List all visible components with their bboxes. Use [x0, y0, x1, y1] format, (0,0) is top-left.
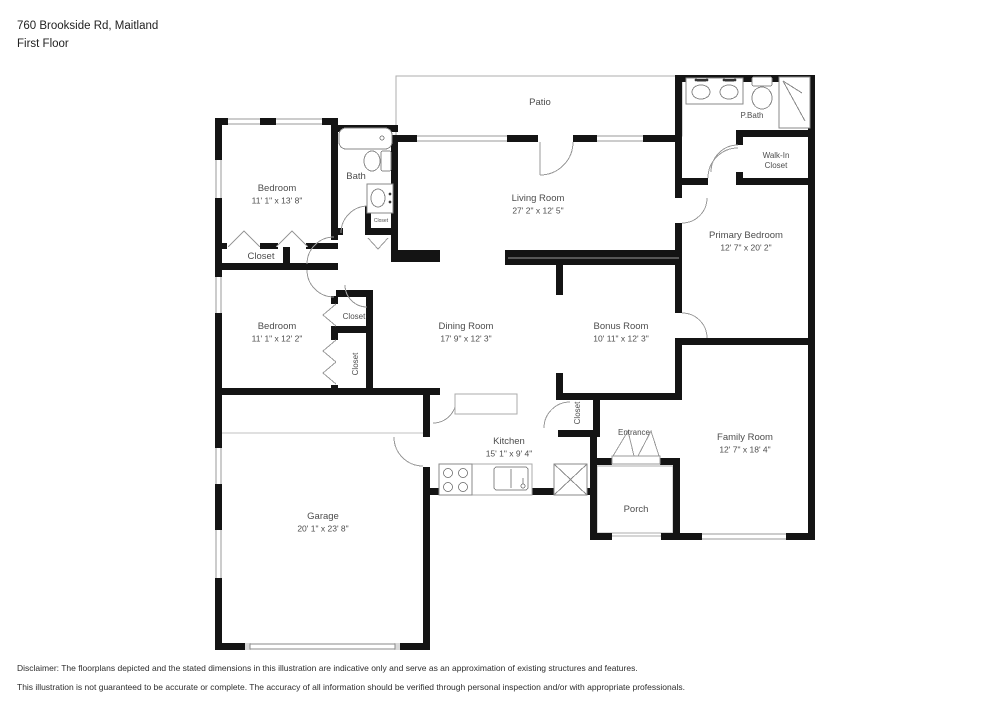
room-label-closet-b: Closet: [351, 352, 360, 376]
room-dims-family-room: 12' 7" x 18' 4": [719, 444, 771, 455]
toilet-icon: [364, 151, 391, 171]
walls: [215, 75, 815, 650]
room-label-porch: Porch: [623, 504, 649, 516]
room-label-patio: Patio: [529, 97, 551, 109]
room-label-pbath: P.Bath: [740, 111, 764, 120]
bathtub-icon: [339, 128, 392, 149]
windows: [216, 119, 786, 578]
pbath-toilet-icon: [752, 77, 772, 109]
room-dims-bonus-room: 10' 11" x 12' 3": [593, 333, 649, 344]
room-label-entrance: Entrance: [617, 428, 651, 437]
room-label-family-room: Family Room: [717, 432, 773, 444]
room-label-closet-a: Closet: [342, 312, 366, 321]
floor-title: First Floor: [17, 38, 69, 50]
room-label-bath: Bath: [346, 171, 366, 183]
refrigerator-icon: [554, 464, 587, 495]
room-label-entrance-closet: Closet: [573, 401, 582, 425]
pbath-double-vanity-icon: [686, 78, 743, 104]
room-label-bedroom-2: Bedroom: [257, 321, 297, 333]
room-dims-kitchen: 15' 1" x 9' 4": [485, 448, 533, 459]
disclaimer-line-2: This illustration is not guaranteed to be accurate or complete. The accuracy of all information should be verified through personal inspection and/or with appropriate professionals.: [17, 682, 685, 692]
address-title: 760 Brookside Rd, Maitland: [17, 20, 159, 32]
room-dims-bedroom-2: 11' 1" x 12' 2": [251, 333, 303, 344]
room-label-living-room: Living Room: [511, 193, 565, 205]
room-label-bedroom1-closet: Closet: [247, 251, 275, 263]
room-label-garage: Garage: [307, 511, 339, 523]
bath-vanity-sink-icon: [367, 184, 393, 213]
room-dims-garage: 20' 1" x 23' 8": [297, 523, 349, 534]
room-label-walkin-closet: Walk-In Closet: [762, 151, 790, 170]
disclaimer-line-1: Disclaimer: The floorplans depicted and the stated dimensions in this illustration are indicative only and serve as an approximation of existing structures and features.: [17, 663, 638, 673]
garage-door: [222, 433, 423, 650]
room-label-bonus-room: Bonus Room: [593, 321, 649, 333]
room-label-bath-closet: Closet: [373, 217, 389, 224]
room-label-primary-bedroom: Primary Bedroom: [709, 230, 783, 242]
porch-outline: [597, 466, 673, 536]
room-label-kitchen: Kitchen: [493, 436, 525, 448]
kitchen-sink-icon: [494, 467, 528, 490]
room-dims-dining-room: 17' 9" x 12' 3": [440, 333, 492, 344]
room-label-bedroom-1: Bedroom: [257, 183, 297, 195]
room-dims-bedroom-1: 11' 1" x 13' 8": [251, 195, 303, 206]
room-dims-living-room: 27' 2" x 12' 5": [512, 205, 564, 216]
room-label-dining-room: Dining Room: [438, 321, 494, 333]
room-dims-primary-bedroom: 12' 7" x 20' 2": [720, 242, 772, 253]
stove-icon: [439, 464, 472, 495]
shower-icon: [779, 77, 810, 128]
